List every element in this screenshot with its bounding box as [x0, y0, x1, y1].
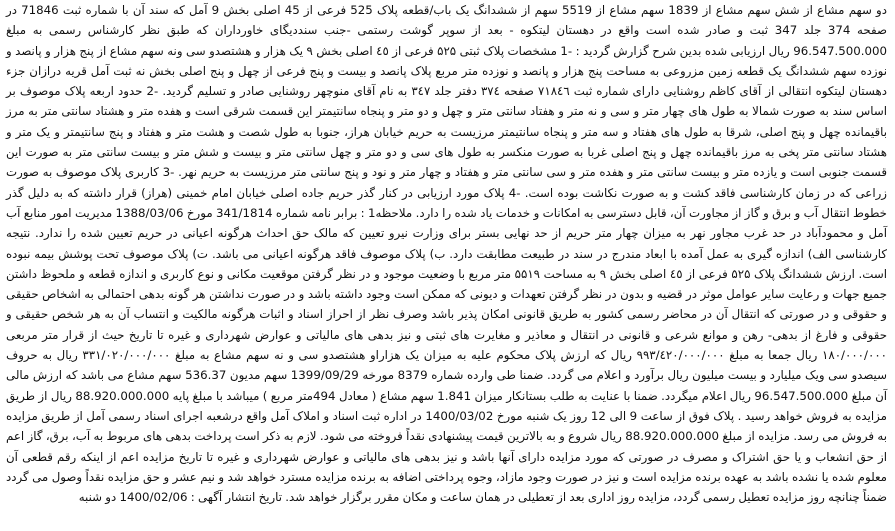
notice-body-text: دو سهم مشاع از شش سهم مشاع از 1839 سهم مشاع از 5519 سهم از ششدانگ یک باب/قطعه پلاک 525 فرعی از 45 اصلی بخش 9 آمل که سند آن با شماره ثبت 71846 در صفحه 374 جلد 347 ثبت و صادر شده است واقع در دهستان لیتکوه - بعد از سوپر گوشت رستمی -جنب سنددیگای خاورداران که طبق نظر کارشناس رسمی به مبلغ 96.547.500.000 ریال ارزیابی شده بدین شرح گزارش گردید : -1 مشخصات پلاک ثبتی ۵۲۵ فرعی از ٤٥ اصلی بخش ۹ یک هزار و هشتصدو سی ونه سهم مشاع از پنج هزار و پانصد و نوزده سهم ششدانگ یک قطعه زمین مزروعی به مساحت پنج هزار و پانصد و نوزده متر مربع پلاک پانصد و بیست و پنج فرعی از چهل و پنج اصلی بخش نه ثبت آمل قریه درازان جزء دهستان لیتکوه انتقالی از آقای کاظم روشنایی دارای شماره ثبت ۷۱۸٤٦ صفحه ۳۷٤ دفتر جلد ۳٤۷ به نام آقای منوچهر روشنایی صادر و تسلیم گردید. -2 حدود اربعه پلاک موصوف بر اساس سند به صورت شمالا به طول های چهار متر و سی و نه متر و هفتاد سانتی متر و چهل و دو متر و پنجاه سانتیمتر این قسمت شرقی است و هفده متر و هشتاد سانتی متر به مرز باقیمانده چهل و پنج اصلی، شرقا به طول های هفتاد و سه متر و پنجاه سانتیمتر مرزیست به حریم خیابان هراز، جنوبا به طول شصت و هشت متر و هفتاد و پنج سانتیمتر و یک متر و هشتاد سانتی متر پخی به مرز باقیمانده چهل و پنج اصلی غربا به صورت منکسر به طول های سی و دو متر و چهل سانتی متر و بیست و شش متر و بیست سانتی متر به صورت این قسمت جنوبی است و یازده متر و بیست سانتی متر و هفده متر و سی سانتی متر و هفتاد و چهار متر و نود و پنج سانتی متر مرزیست به حریم نهر. -3 کاربری پلاک موصوف به صورت زراعی که در زمان کارشناسی فاقد کشت و به صورت نکاشت بوده است. -4 پلاک مورد ارزیابی در کنار گذر حریم جاده اصلی خیابان امام خمینی (هراز) قرار داشته که به دلیل گذر خطوط انتقال آب و برق و گاز از مجاورت آن، قابل دسترسی به امکانات و خدمات یاد شده را دارد. ملاحظه1 : برابر نامه شماره 341/1814 مورخ 1388/03/06 مدیریت امور منابع آب آمل و محمودآباد در حد غرب مجاور نهر به میزان چهار متر حریم از حد نهایی بستر برای وزارت نیرو تعیین که مالک حق احداث هرگونه اعیانی در حریم تعیین شده را ندارد. نتیجه کارشناسی الف) اندازه گیری به عمل آمده با ابعاد مندرج در سند در طبیعت مطابقت دارد. ب) پلاک موصوف فاقد هرگونه اعیانی می باشد. ت) پلاک موصوف تحت پوشش بیمه نبوده است. ارزش ششدانگ پلاک ۵۲۵ فرعی از ٤٥ اصلی بخش ۹ به مساحت ۵۵۱۹ متر مربع با وضعیت موجود و در نظر گرفتن موقعیت مکانی و نوع کاربری و اندازه قطعه و ملحوظ داشتن جمیع جهات و رعایت سایر عوامل موثر در قضیه و بدون در نظر گرفتن تعهدات و دیونی که ممکن است وجود داشته باشد و در صورت نداشتن هر گونه بدهی احتمالی به اشخاص حقیقی و حقوقی و در صورتی که انتقال آن در محاضر رسمی کشور به طریق قانونی امکان پذیر باشد وصرف نظر از احراز اسناد و اثبات هرگونه مالکیت و انتساب آن به هر شخص حقیقی و حقوقی و فارغ از بدهی- رهن و موانع شرعی و قانونی در انتقال و معاذیر و مغایرت های ثبتی و نیز بدهی های مالیاتی و عوارض شهرداری و غیره تا تاریخ حیث از قرار متر مربعی ۱۸۰/۰۰۰/۰۰۰ ریال جمعا به مبلغ ۹۹۳/٤۲۰/۰۰۰/۰۰۰ ریال که ارزش پلاک محکوم علیه به میزان یک هزاراو هشتصدو سی و نه سهم مشاع به مبلغ ۳۳۱/۰۲۰/۰۰۰/۰۰۰ ریال به حروف سیصدو سی ویک میلیارد و بیست میلیون ریال برآورد و اعلام می گردد. ضمنا طی وارده شماره 8379 مورخه 1399/09/29 سهم مدیون 536.37 سهم مشاع می باشد که ارزش مالی آن مبلغ 96.547.500.000 ریال اعلام میگردد. ضمنا با عنایت به طلب بستانکار میزان 1.841 سهم مشاع ( معادل 494متر مربع ) میباشد با مبلغ پایه 88.920.000.000 ریال از طریق مزایده به فروش خواهد رسید . پلاک فوق از ساعت 9 الی 12 روز یک شنبه مورخ 1400/03/02 در اداره ثبت اسناد و املاک آمل واقع درشعبه اجرای اسناد رسمی آمل از طریق مزایده به فروش می رسد. مزایده از مبلغ 88.920.000.000 ریال شروع و به بالاترین قیمت پیشنهادی نقداً فروخته می شود. لازم به ذکر است پرداخت بدهی های مربوط به آب، برق، گاز اعم از حق انشعاب و یا حق اشتراک و مصرف در صورتی که مورد مزایده دارای آنها باشد و نیز بدهی های مالیاتی و عوارض شهرداری و غیره تا تاریخ مزایده اعم از اینکه رقم قطعی آن معلوم شده یا نشده باشد به عهده برنده مزایده است و نیز در صورت وجود مازاد، وجوه پرداختی اضافه به برنده مزایده مسترد خواهد شد و نیم عشر و حق مزایده نقداً وصول می گردد ضمناً چنانچه روز مزایده تعطیل رسمی گردد، مزایده روز اداری بعد از تعطیلی در همان ساعت و مکان مقرر برگزار خواهد شد. تاریخ انتشار آگهی : 1400/02/06 دو شنبه — [6, 3, 888, 505]
